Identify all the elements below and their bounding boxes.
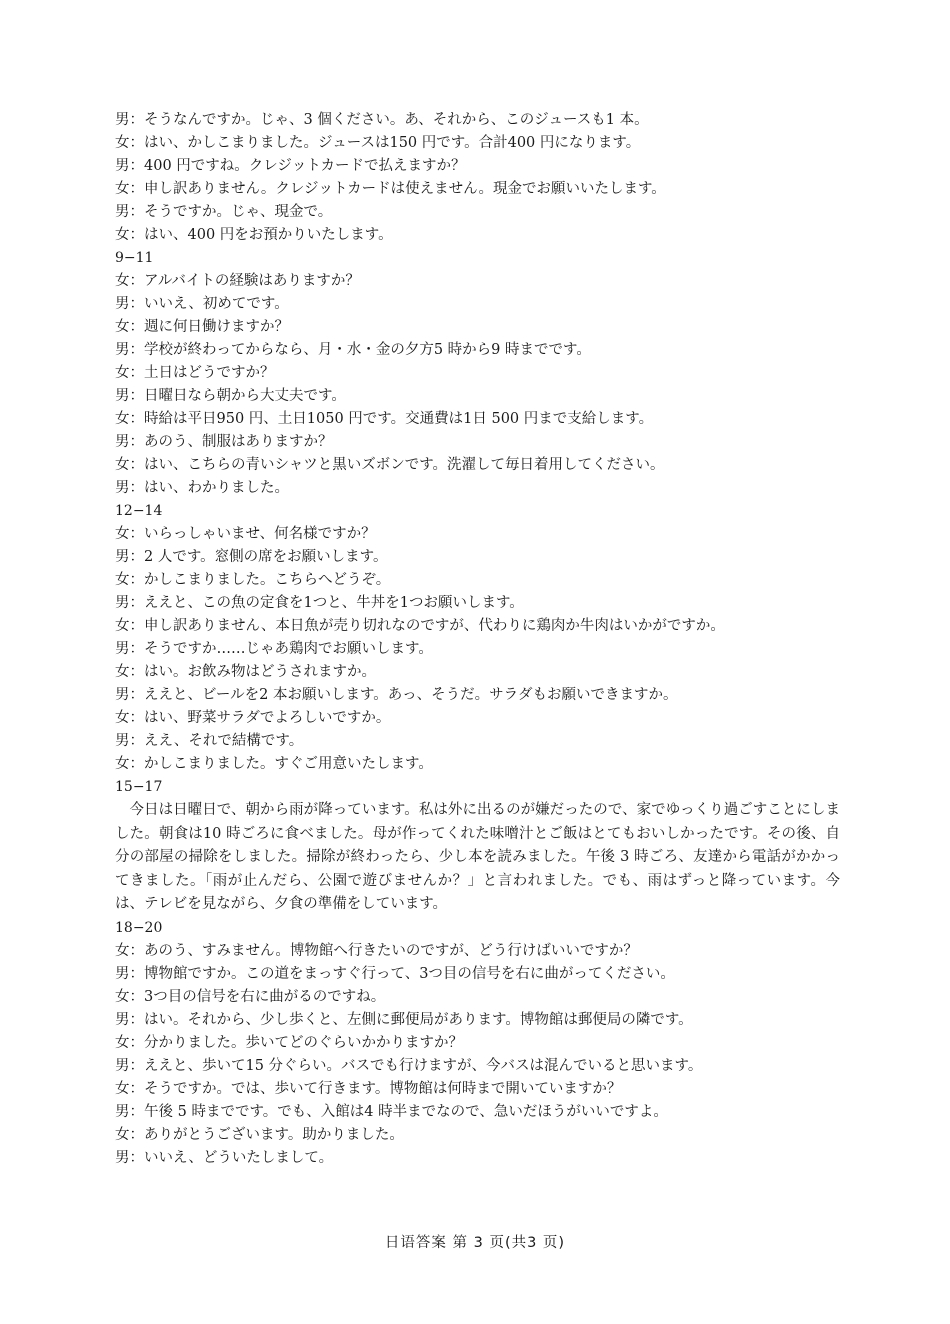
dialogue-line: 男：ええ、それで結構です。 bbox=[115, 733, 304, 749]
dialogue-line: 女：分かりました。歩いてどのぐらいかかりますか？ bbox=[115, 1034, 463, 1051]
page-footer: 日语答案 第 3 页(共3 页) bbox=[384, 1235, 566, 1251]
section-number-label: 15−17 bbox=[115, 779, 163, 795]
dialogue-line: 男：400 円ですね。クレジットカードで払えますか？ bbox=[115, 158, 466, 174]
dialogue-line: 女：時給は平日950 円、土日1050 円です。交通費は1日 500 円まで支給します。 bbox=[115, 411, 654, 427]
dialogue-line: 女：はい。お飲み物はどうされますか。 bbox=[115, 664, 376, 680]
dialogue-line: 男：午後 5 時までです。でも、入館は4 時半までなので、急いだほうがいいですよ。 bbox=[115, 1103, 668, 1120]
dialogue-line: 女：申し訳ありません、本日魚が売り切れなのですが、代わりに鶏肉か牛肉はいかがですか。 bbox=[115, 618, 725, 634]
paragraph-text: 今日は日曜日で、朝から雨が降っています。私は外に出るのが嫌だったので、家でゆっくり過ごすことにしました。朝食は10 時ごろに食べました。母が作ってくれた味噌汁とご飯はとてもおいしかったです。その後、自分の部屋の掃除をしました。掃除が終わったら、少し本を読みました。午後 3 時ごろ、友達から電話がかかってきました。「雨が止んだら、公園で遊びませんか？」と言われました。でも、雨はずっと降っています。今は、テレビを見ながら、夕食の準備をしています。 bbox=[115, 802, 840, 912]
dialogue-line: 男：そうなんですか。じゃ、3 個ください。あ、それから、このジュースも1 本。 bbox=[115, 112, 649, 128]
dialogue-line: 男：そうですか。じゃ、現金で。 bbox=[115, 204, 333, 220]
dialogue-line: 女：いらっしゃいませ、何名様ですか？ bbox=[115, 526, 376, 542]
document-body bbox=[115, 109, 840, 1170]
dialogue-line: 男：そうですか……じゃあ鶏肉でお願いします。 bbox=[115, 641, 433, 657]
dialogue-line: 男：いいえ、どういたしまして。 bbox=[115, 1149, 334, 1166]
dialogue-line: 女：はい、400 円をお預かりいたします。 bbox=[115, 227, 393, 243]
dialogue-line: 女：かしこまりました。すぐご用意いたします。 bbox=[115, 756, 433, 772]
dialogue-line: 女：はい、こちらの青いシャツと黒いズボンです。洗濯して毎日着用してください。 bbox=[115, 457, 665, 473]
dialogue-line: 女：はい、野菜サラダでよろしいですか。 bbox=[115, 710, 391, 726]
dialogue-line: 女：週に何日働けますか？ bbox=[115, 319, 289, 335]
dialogue-line: 男：ええと、ビールを2 本お願いします。あっ、そうだ。サラダもお願いできますか。 bbox=[115, 687, 678, 703]
dialogue-line: 男：学校が終わってからなら、月・水・金の夕方5 時から9 時までです。 bbox=[115, 342, 591, 358]
section-number-label: 18−20 bbox=[115, 919, 163, 936]
dialogue-line: 男：ええと、歩いて15 分ぐらい。バスでも行けますが、今バスは混んでいると思います。 bbox=[115, 1057, 703, 1074]
dialogue-line: 男：はい。それから、少し歩くと、左側に郵便局があります。博物館は郵便局の隣です。 bbox=[115, 1011, 693, 1028]
dialogue-line: 男：あのう、制服はありますか？ bbox=[115, 434, 333, 450]
dialogue-line: 女：かしこまりました。こちらへどうぞ。 bbox=[115, 572, 391, 588]
narration-paragraph bbox=[115, 799, 840, 917]
dialogue-line: 女：申し訳ありません。クレジットカードは使えません。現金でお願いいたします。 bbox=[115, 181, 666, 197]
dialogue-line: 女：ありがとうございます。助かりました。 bbox=[115, 1126, 404, 1143]
dialogue-line: 女：3つ目の信号を右に曲がるのですね。 bbox=[115, 988, 386, 1005]
dialogue-line: 男：ええと、この魚の定食を1つと、牛丼を1つお願いします。 bbox=[115, 595, 524, 611]
section-number-label: 12−14 bbox=[115, 503, 163, 519]
dialogue-line: 女：そうですか。では、歩いて行きます。博物館は何時まで開いていますか？ bbox=[115, 1080, 622, 1097]
dialogue-line: 男：2 人です。窓側の席をお願いします。 bbox=[115, 549, 388, 565]
dialogue-line: 女：あのう、すみません。博物館へ行きたいのですが、どう行けばいいですか？ bbox=[115, 942, 638, 959]
dialogue-line: 男：はい、わかりました。 bbox=[115, 480, 289, 496]
dialogue-line: 女：土日はどうですか？ bbox=[115, 365, 275, 381]
dialogue-line: 男：日曜日なら朝から大丈夫です。 bbox=[115, 388, 346, 404]
dialogue-line: 女：アルバイトの経験はありますか？ bbox=[115, 273, 360, 289]
dialogue-line: 男：いいえ、初めてです。 bbox=[115, 296, 289, 312]
dialogue-line: 女：はい、かしこまりました。ジュースは150 円です。合計400 円になります。 bbox=[115, 135, 641, 151]
section-number-label: 9−11 bbox=[115, 250, 154, 266]
dialogue-line: 男：博物館ですか。この道をまっすぐ行って、3つ目の信号を右に曲がってください。 bbox=[115, 965, 675, 982]
